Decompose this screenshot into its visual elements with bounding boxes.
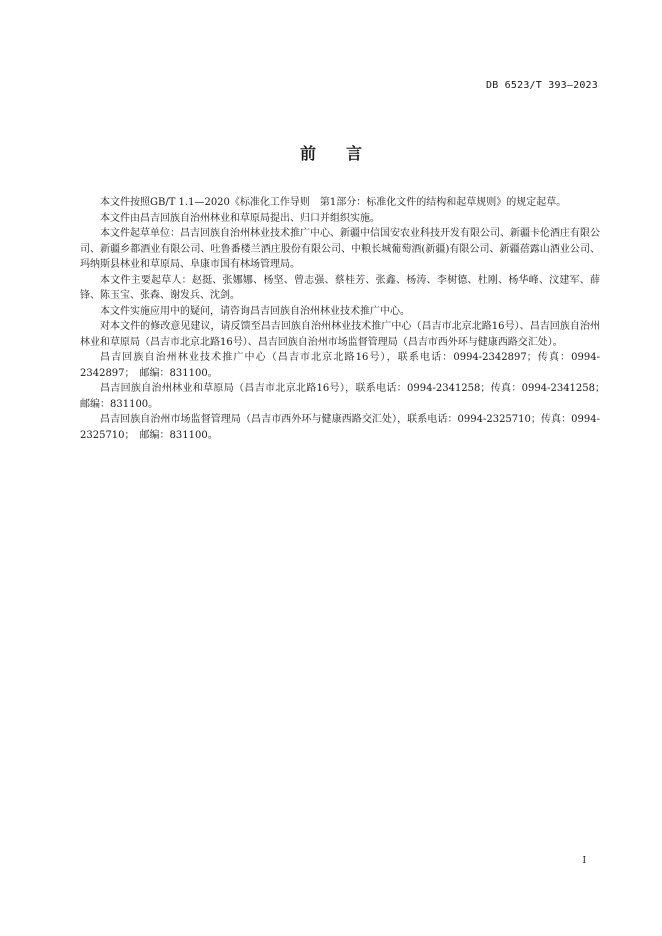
- paragraph-contact-forestry-bureau: 昌吉回族自治州林业和草原局（昌吉市北京北路16号），联系电话：0994-2341258；传真：0994-2341258； 邮编：831100。: [80, 383, 610, 410]
- paragraph-feedback: 对本文件的修改意见建议，请反馈至昌吉回族自治州林业技术推广中心（昌吉市北京北路16号）、昌吉回族自治州林业和草原局（昌吉市北京北路16号）、昌吉回族自治州市场监督管理局（昌吉市西外环与健康西路交汇处）。: [80, 321, 600, 348]
- paragraph-drafting-units: 本文件起草单位：昌吉回族自治州林业技术推广中心、新疆中信国安农业科技开发有限公司、新疆卡伦酒庄有限公司、新疆乡都酒业有限公司、吐鲁番楼兰酒庄股份有限公司、中粮长城葡萄酒(新疆)有限公司、新疆蓓露山酒业公司、玛纳斯县林业和草原局、阜康市国有林场管理局。: [80, 228, 600, 270]
- paragraph-contact-forestry-center: 昌吉回族自治州林业技术推广中心（昌吉市北京北路16号），联系电话：0994-2342897；传真：0994-2342897； 邮编：831100。: [80, 352, 600, 379]
- paragraph-contact-market-bureau: 昌吉回族自治州市场监督管理局（昌吉市西外环与健康西路交汇处），联系电话：0994-2325710；传真：0994-2325710； 邮编：831100。: [80, 414, 600, 441]
- paragraph-drafting-rules: 本文件按照GB/T 1.1—2020《标准化工作导则 第1部分：标准化文件的结构和起草规则》的规定起草。: [100, 197, 567, 208]
- paragraph-drafters: 本文件主要起草人：赵挺、张娜娜、杨坚、曾志强、蔡桂芳、张鑫、杨涛、李树德、杜刚、杨华峰、汶建军、薛锋、陈玉宝、张森、谢发兵、沈剑。: [80, 274, 600, 301]
- page-title: 前言: [299, 144, 392, 163]
- paragraph-inquiry: 本文件实施应用中的疑问，请咨询昌吉回族自治州林业技术推广中心。: [100, 305, 410, 317]
- page-number: I: [582, 856, 586, 866]
- document-body: [80, 195, 610, 443]
- paragraph-proposer: 本文件由昌吉回族自治州林业和草原局提出、归口并组织实施。: [100, 212, 380, 224]
- document-code: DB 6523/T 393—2023: [486, 80, 598, 91]
